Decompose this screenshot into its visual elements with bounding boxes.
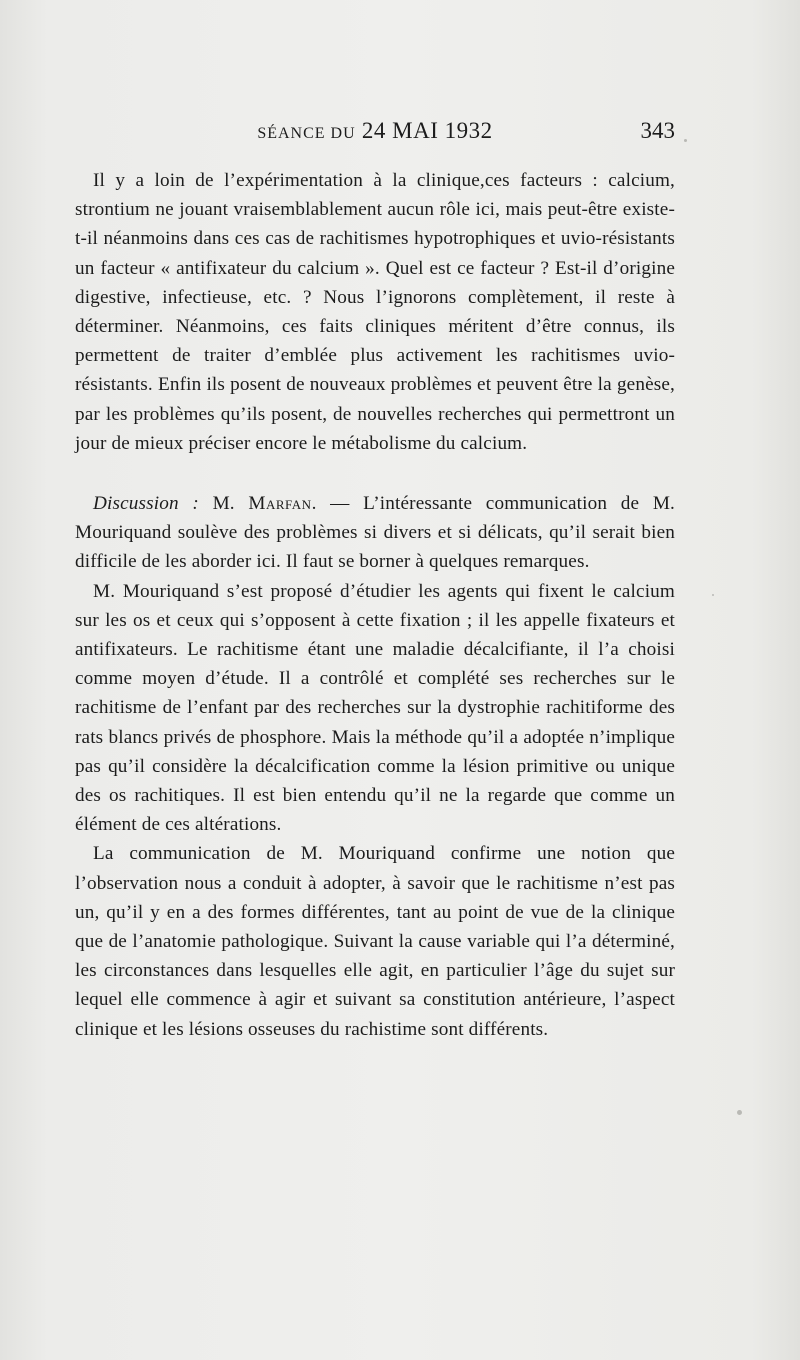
paper-speck bbox=[684, 139, 687, 142]
page-number: 343 bbox=[640, 118, 675, 143]
discussion-text: . — L’intéressante communication de M. Mouriquand soulève des problèmes si divers et si délicats, qu’il serait bien difficile de les aborder ici. Il faut se borner à quelques remarques. bbox=[75, 493, 675, 573]
running-head-date-text: 24 MAI 1932 bbox=[361, 118, 493, 143]
running-head bbox=[75, 118, 675, 144]
discussion-speaker-name: Marfan bbox=[248, 493, 312, 515]
paper-speck bbox=[737, 1110, 742, 1115]
running-head-date bbox=[362, 118, 493, 143]
paragraph-3: M. Mouriquand s’est proposé d’étudier les agents qui fixent le calcium sur les os et ceux qui s’opposent à cette fixation ; il les appelle fixateurs et antifixateurs. Le rachitisme étant une maladie décalcifiante, il l’a choisi comme moyen d’étude. Il a contrôlé et complété ses recherches sur le rachitisme de l’enfant par des recherches sur la dystrophie rachitiforme des rats blancs privés de phosphore. Mais la méthode qu’il a adoptée n’implique pas qu’il considère la décalcification comme la lésion primitive ou unique des os rachitiques. Il est bien entendu qu’il ne la regarde que comme un élément de ces altérations. bbox=[75, 580, 675, 836]
body-text bbox=[75, 166, 675, 1044]
paragraph-1: Il y a loin de l’expérimentation à la clinique,ces facteurs : calcium, strontium ne jouant vraisemblablement aucun rôle ici, mais peut-être existe-t-il néanmoins dans ces cas de rachitismes hypotrophiques et uvio-résistants un facteur « antifixateur du calcium ». Quel est ce facteur ? Est-il d’origine digestive, infectieuse, etc. ? Nous l’ignorons complètement, il reste à déterminer. Néanmoins, ces faits cliniques méritent d’être connus, ils permettent de traiter d’emblée plus activement les rachitismes uvio-résistants. Enfin ils posent de nouveaux problèmes et peuvent être la genèse, par les problèmes qu’ils posent, de nouvelles recherches qui permettront un jour de mieux préciser encore le métabolisme du calcium. bbox=[75, 170, 675, 454]
discussion-speaker-title: M. bbox=[212, 493, 235, 515]
running-head-prefix: SÉANCE DU bbox=[257, 125, 356, 142]
discussion-paragraph bbox=[75, 489, 675, 577]
discussion-label: Discussion : bbox=[93, 493, 199, 515]
paragraph-4: La communication de M. Mouriquand confirme une notion que l’observation nous a conduit à adopter, à savoir que le rachitisme n’est pas un, qu’il y en a des formes différentes, tant au point de vue de la clinique que de l’anatomie pathologique. Suivant la cause variable qui l’a déterminé, les circonstances dans lesquelles elle agit, en particulier l’âge du sujet sur lequel elle commence à agir et suivant sa constitution antérieure, l’aspect clinique et les lésions osseuses du rachistime sont différents. bbox=[75, 843, 675, 1040]
page-header bbox=[75, 118, 675, 154]
paper-speck bbox=[712, 594, 714, 596]
